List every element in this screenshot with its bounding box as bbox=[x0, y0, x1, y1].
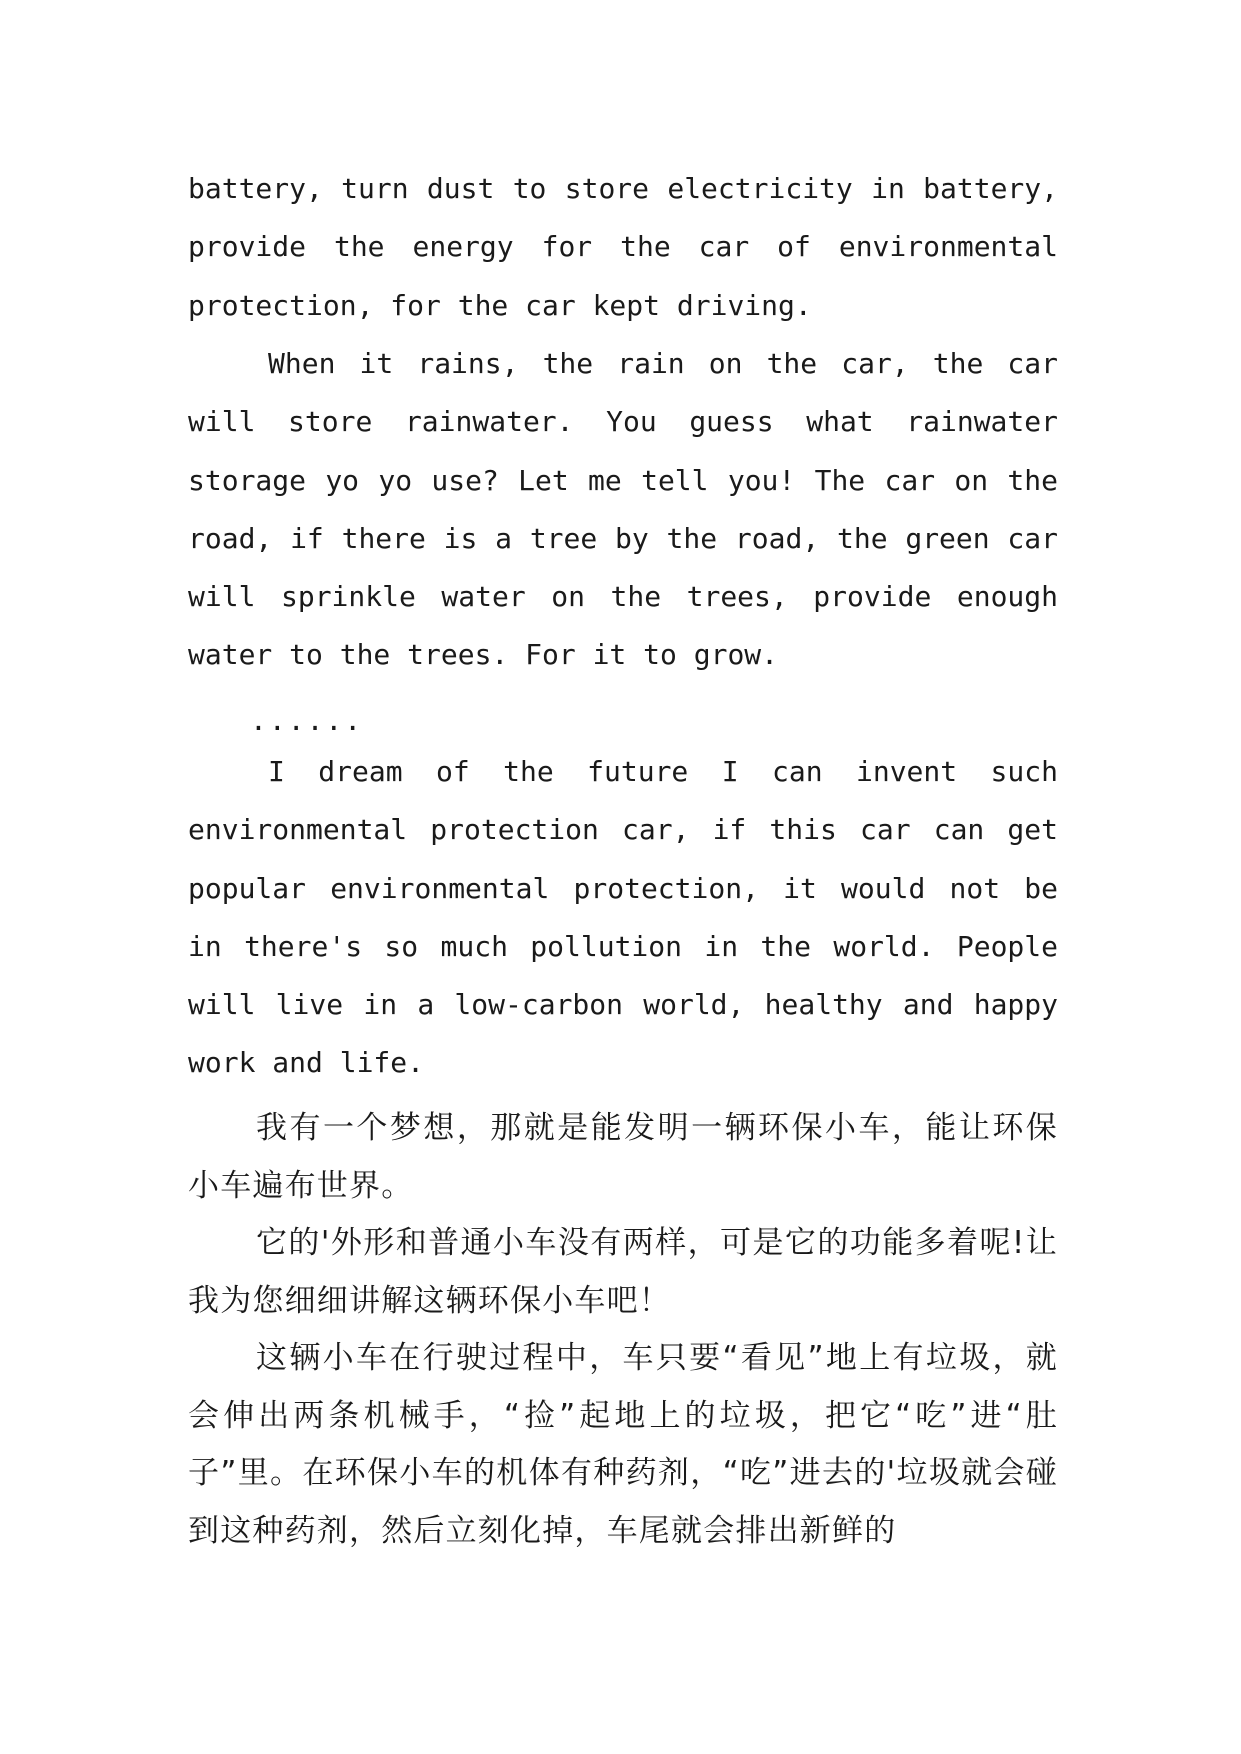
paragraph-rainwater: When it rains, the rain on the car, the car will store rainwater. You guess what rainwater storage yo yo use? Let me tell you! The car on the road, if there is a tree by the road, the green car will sprinkle water on the trees, provide enough water to the trees. For it to grow. bbox=[188, 347, 1058, 672]
paragraph-zh-garbage: 这辆小车在行驶过程中，车只要“看见”地上有垃圾，就会伸出两条机械手，“捡”起地上的垃圾，把它“吃”进“肚子”里。在环保小车的机体有种药剂，“吃”进去的'垃圾就会碰到这种药剂，然后立刻化掉，车尾就会排出新鲜的 bbox=[188, 1340, 1058, 1549]
paragraph-ellipsis: ...... bbox=[250, 704, 364, 737]
paragraph-zh-appearance: 它的'外形和普通小车没有两样，可是它的功能多着呢!让我为您细细讲解这辆环保小车吧！ bbox=[188, 1225, 1058, 1319]
paragraph-battery: battery, turn dust to store electricity in battery, provide the energy for the car of environmental protection, for the car kept driving. bbox=[188, 172, 1058, 322]
paragraph-dream: I dream of the future I can invent such environmental protection car, if this car can get popular environmental protection, it would not be in there's so much pollution in the world. People will live in a low-carbon world, healthy and happy work and life. bbox=[188, 755, 1058, 1080]
paragraph-zh-dream: 我有一个梦想，那就是能发明一辆环保小车，能让环保小车遍布世界。 bbox=[188, 1110, 1058, 1204]
